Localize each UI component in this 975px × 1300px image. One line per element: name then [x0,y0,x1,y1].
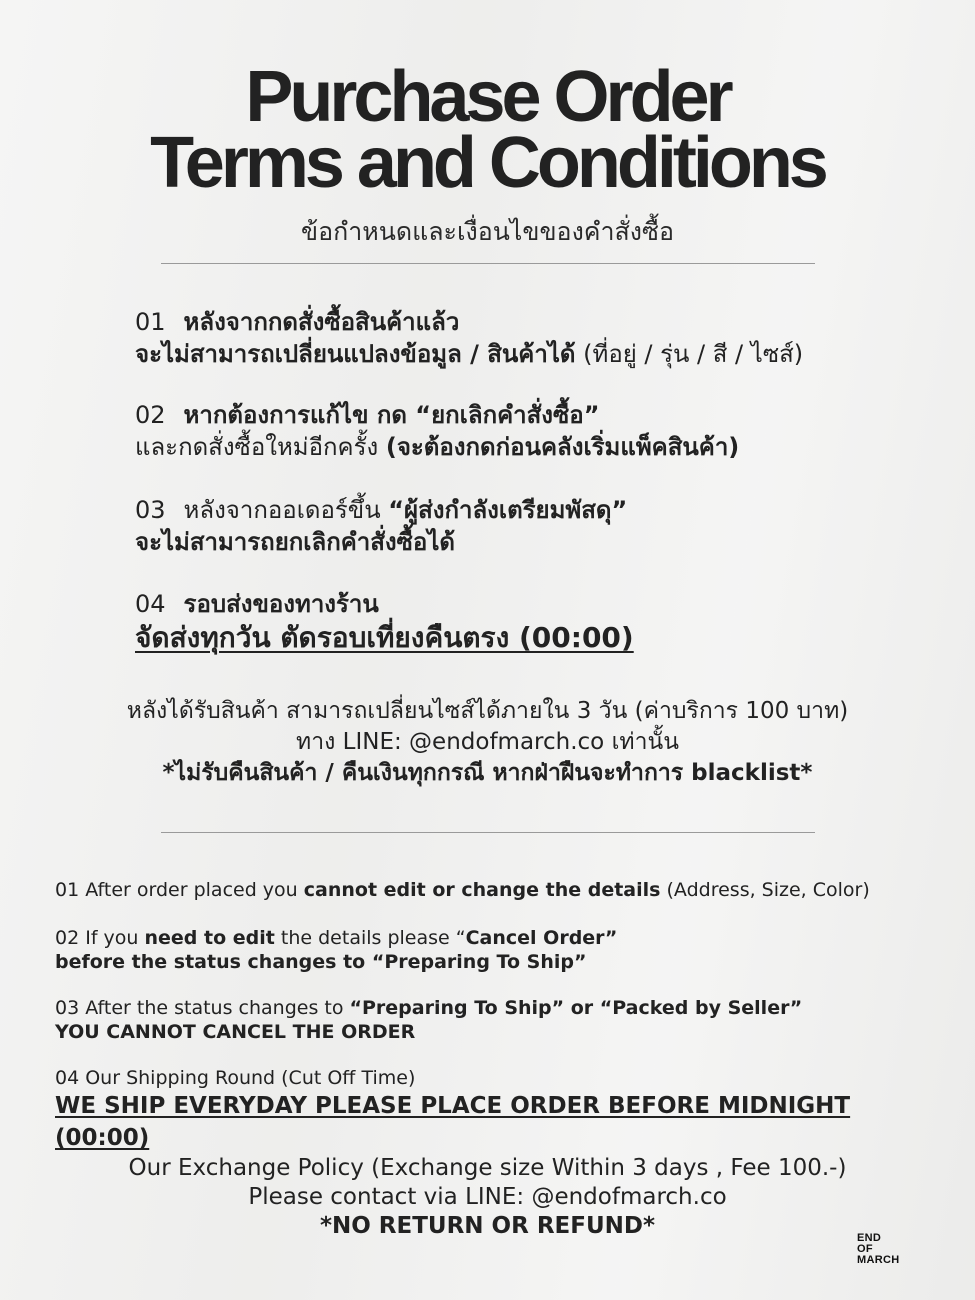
term-text-bold: หลังจากกดสั่งซื้อสินค้าแล้ว [183,308,460,336]
term-text-bold: (จะต้องกดก่อนคลังเริ่มแพ็คสินค้า) [385,433,740,461]
thai-term-02-line1 [135,399,915,431]
logo-line: END [857,1232,882,1244]
thai-subtitle: ข้อกำหนดและเงื่อนไขของคำสั่งซื้อ [301,217,674,246]
term-text: (Address, Size, Color) [660,879,870,901]
english-term-03 [55,996,935,1044]
term-text-bold: “ผู้ส่งกำลังเตรียมพัสดุ” [388,496,628,524]
term-text: 03 After the status changes to [55,997,350,1019]
thai-term-02-line2 [135,431,915,463]
shipping-cutoff-highlight: จัดส่งทุกวัน ตัดรอบเที่ยงคืนตรง (00:00) [135,621,634,654]
english-term-03-line2 [55,1020,935,1044]
divider-bottom [161,832,815,833]
term-text-bold: “Preparing To Ship” or “Packed by Seller” [349,997,803,1019]
english-term-04 [55,1066,935,1154]
english-policy-line1: Our Exchange Policy (Exchange size Within 3 days , Fee 100.-) [128,1155,847,1181]
term-text-bold: รอบส่งของทางร้าน [183,590,379,618]
thai-term-01-line2 [135,338,915,370]
thai-term-04-line2 [135,622,915,655]
term-text-bold: จะไม่สามารถยกเลิกคำสั่งซื้อได้ [135,528,455,556]
brand-logo [857,1233,899,1266]
term-number: 02 [135,401,166,429]
term-text-bold: before the status changes to “Preparing To Ship” [55,951,587,973]
english-term-03-line1 [55,996,935,1020]
thai-term-01 [135,306,915,370]
thai-term-02 [135,399,915,463]
term-text-bold: จะไม่สามารถเปลี่ยนแปลงข้อมูล / สินค้าได้ [135,340,576,368]
term-text: (ที่อยู่ / รุ่น / สี / ไซส์) [575,340,804,368]
english-term-04-line1: 04 Our Shipping Round (Cut Off Time) [55,1067,416,1089]
thai-policy-line2: ทาง LINE: @endofmarch.co เท่านั้น [296,729,679,755]
term-text: หลังจากออเดอร์ขึ้น [183,496,389,524]
term-text: the details please “ [274,927,466,949]
page-title-line2: Terms and Conditions [150,123,825,203]
thai-term-04-line1 [135,588,915,620]
term-text-bold: need to edit [144,927,275,949]
term-text-bold: Cancel Order” [465,927,618,949]
english-policy-line2: Please contact via LINE: @endofmarch.co [248,1184,727,1210]
term-text: และกดสั่งซื้อใหม่อีกครั้ง [135,433,386,461]
thai-term-01-line1 [135,306,915,338]
term-text: 01 After order placed you [55,879,304,901]
english-term-01 [55,878,935,902]
logo-line: MARCH [857,1254,900,1266]
term-number: 01 [135,308,166,336]
page-title-line1: Purchase Order [245,57,730,137]
thai-term-03 [135,494,915,558]
thai-term-03-line1 [135,494,915,526]
english-term-02-line2 [55,950,935,974]
english-policy-line3: *NO RETURN OR REFUND* [319,1213,656,1239]
term-text-bold: cannot edit or change the details [303,879,661,901]
english-term-02-line1 [55,926,935,950]
shipping-cutoff-highlight-en: WE SHIP EVERYDAY PLEASE PLACE ORDER BEFORE MIDNIGHT (00:00) [55,1093,851,1151]
term-number: 03 [135,496,166,524]
thai-term-03-line2 [135,526,915,558]
term-text-bold: หากต้องการแก้ไข กด “ยกเลิกคำสั่งซื้อ” [183,401,600,429]
term-text: 02 If you [55,927,145,949]
thai-term-04 [135,588,915,655]
thai-policy-line3: *ไม่รับคืนสินค้า / คืนเงินทุกกรณี หากฝ่าฝืนจะทำการ blacklist* [162,760,813,786]
term-number: 04 [135,590,166,618]
term-text-bold: YOU CANNOT CANCEL THE ORDER [55,1021,416,1043]
divider-top [161,263,815,264]
english-term-02 [55,926,935,974]
thai-policy-line1: หลังได้รับสินค้า สามารถเปลี่ยนไซส์ได้ภายใน 3 วัน (ค่าบริการ 100 บาท) [126,698,849,724]
logo-line: OF [857,1243,873,1255]
